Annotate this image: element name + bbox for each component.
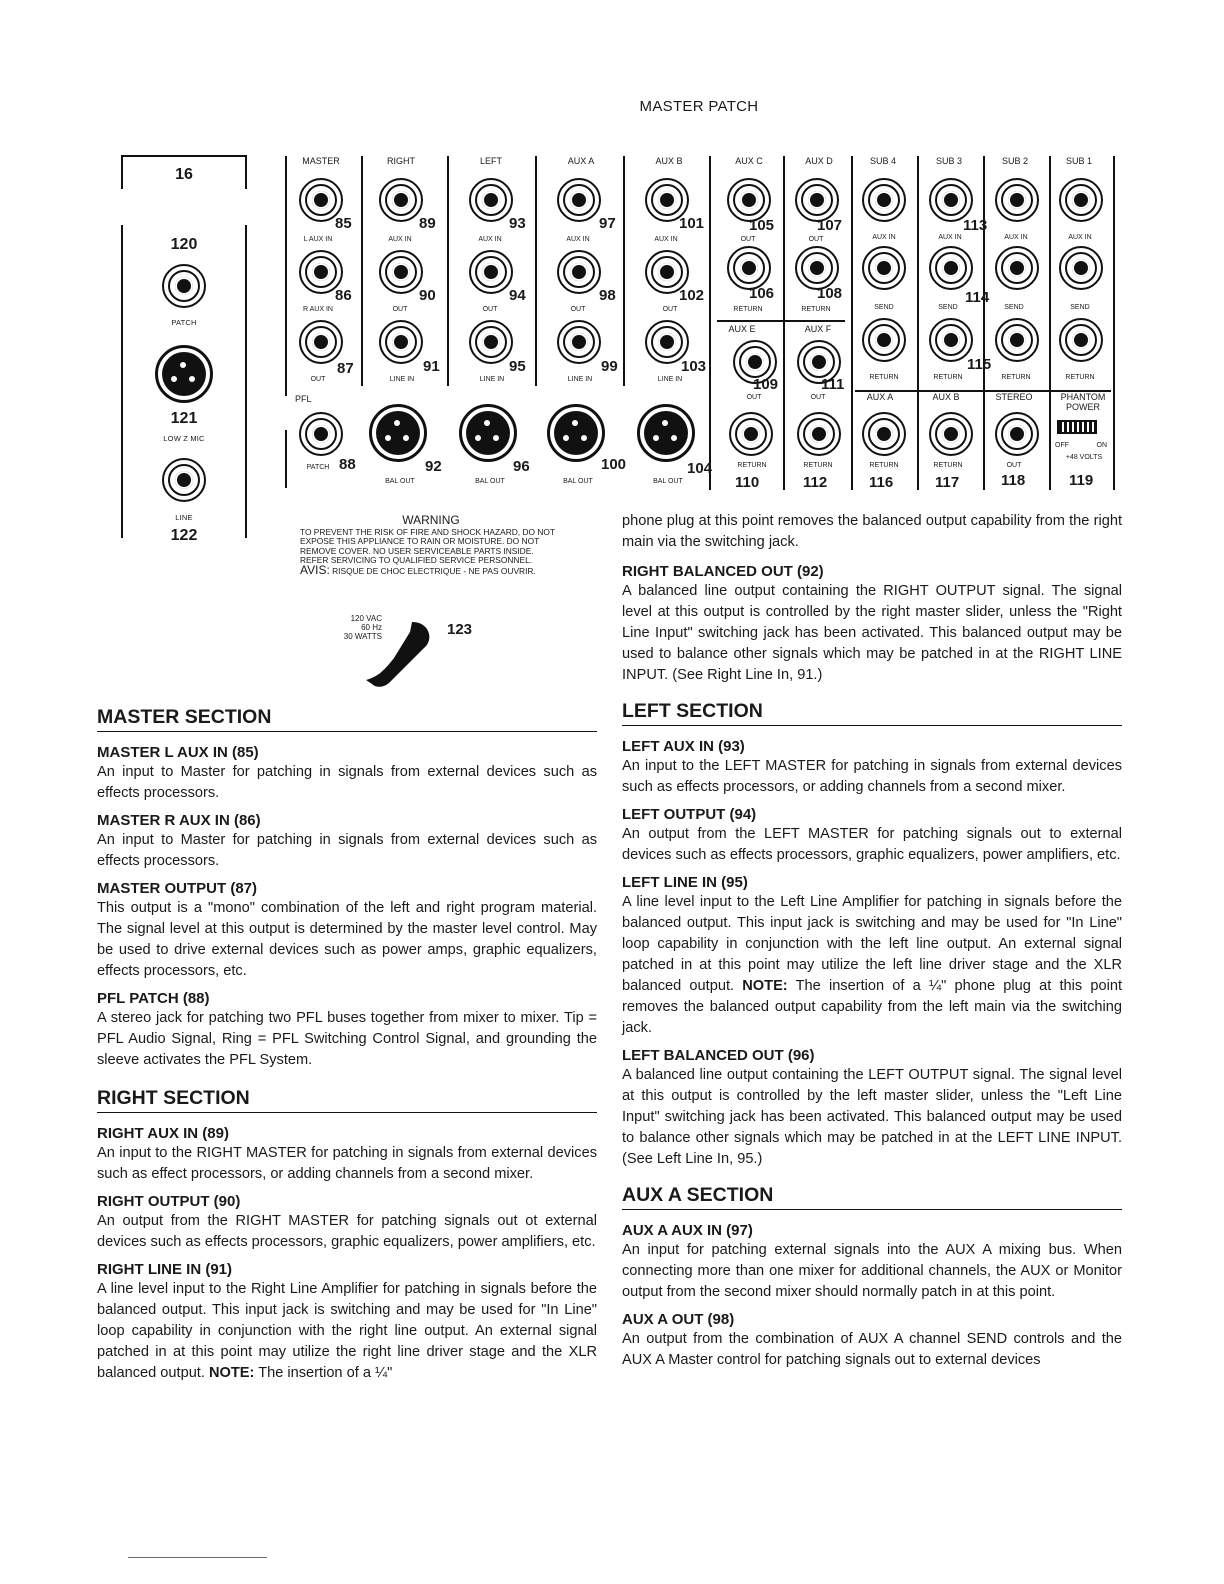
- jack-number-112: 112: [803, 474, 828, 491]
- line-jack-icon: [162, 458, 206, 502]
- jack-icon: [557, 178, 601, 222]
- jack-number-88: 88: [339, 456, 356, 473]
- jack-icon: [379, 250, 423, 294]
- jack-icon: [995, 178, 1039, 222]
- item-heading: MASTER OUTPUT (87): [97, 880, 258, 897]
- jack-number-96: 96: [513, 458, 530, 475]
- jack-number-107: 107: [817, 217, 843, 234]
- strip-number-16: 16: [175, 166, 193, 183]
- panel-divider: [851, 156, 853, 490]
- jack-icon: [1059, 318, 1103, 362]
- send-label: SEND: [1070, 304, 1090, 311]
- jack-number-86: 86: [335, 287, 352, 304]
- item-body: A balanced line output containing the LEFT OUTPUT signal. The signal level at this output is controlled by the left master slider, unless the "Left Line Input" switching jack has been activated. This balanced output may be used to balance other signals which may be patched in at the LEFT LINE INPUT. (See Left Line In, 95.): [622, 1067, 1122, 1167]
- power-cord-number: 123: [447, 621, 473, 638]
- return-label: RETURN: [737, 462, 767, 469]
- send-label: SEND: [1004, 304, 1024, 311]
- jack-icon: [557, 320, 601, 364]
- out-label: OUT: [740, 236, 756, 243]
- pfl-label: PFL: [295, 394, 312, 404]
- patch-label: PATCH: [171, 318, 197, 327]
- jack-number-108: 108: [817, 285, 843, 302]
- aux-e-label: AUX E: [728, 324, 756, 334]
- panel-divider: [709, 156, 711, 490]
- head-aux-c: AUX C: [735, 156, 763, 166]
- jack-icon: [1059, 246, 1103, 290]
- out-label: OUT: [662, 306, 678, 313]
- item-body: An output from the RIGHT MASTER for patching signals out ot external devices such as effects processors, graphic equalizers, power amplifiers, etc.: [97, 1213, 597, 1250]
- jack-number-114: 114: [965, 289, 990, 306]
- jack-icon: [727, 178, 771, 222]
- item-body: This output is a "mono" combination of the left and right program material. The signal level at this output is determined by the master level control. May be used to drive external devices such as power amps, graphic equalizers, effects processors, etc.: [97, 900, 597, 979]
- power-cord-icon: [360, 618, 440, 690]
- panel-divider: [983, 156, 985, 490]
- return-label: RETURN: [801, 306, 831, 313]
- item-heading: RIGHT BALANCED OUT (92): [622, 563, 824, 580]
- aux-in-label: AUX IN: [654, 236, 678, 243]
- on-label: ON: [1096, 442, 1107, 449]
- jack-number-95: 95: [509, 358, 526, 375]
- page-title: MASTER PATCH: [639, 98, 759, 115]
- jack-number-116: 116: [869, 474, 894, 491]
- panel-divider: [1049, 156, 1051, 490]
- head-sub-4: SUB 4: [869, 156, 896, 166]
- jack-number-111: 111: [821, 376, 845, 393]
- item-body: The insertion of a ¼" phone plug at this point removes the balanced output capability from the left main via the switching jack.: [622, 978, 1123, 1036]
- item-body: A line level input to the Left Line Amplifier for patching in signals before the balanced output. This input jack is switching and may be used for "In Line" loop capability in conjunction with the left line output. An external signal patched in at this point may utilize the left line driver stage and the XLR balanced output.: [622, 894, 1122, 994]
- volts-label: +48 VOLTS: [1065, 454, 1103, 461]
- out-label: OUT: [570, 306, 586, 313]
- item-heading: LEFT LINE IN (95): [622, 874, 748, 891]
- jack-number-106: 106: [749, 285, 775, 302]
- panel-divider: [447, 156, 449, 386]
- return-label: RETURN: [933, 462, 963, 469]
- item-body: An input to the RIGHT MASTER for patching in signals from external devices such as effect processors, or adding channels from a second mixer.: [97, 1145, 597, 1182]
- jack-icon: [299, 320, 343, 364]
- item-body: A line level input to the Right Line Amplifier for patching in signals before the balanced output. This input jack is switching and may be used for "In Line" loop capability in conjunction with the right line output. An external signal patched in at this point may utilize the right line driver stage and the XLR balanced output.: [97, 1281, 597, 1381]
- head-aux-a: AUX A: [567, 156, 595, 166]
- head-sub-3: SUB 3: [935, 156, 962, 166]
- head-sub-1: SUB 1: [1065, 156, 1092, 166]
- item-body: An input to the LEFT MASTER for patching in signals from external devices such as effects processors, or adding channels from a second mixer.: [622, 758, 1122, 795]
- jack-icon: [795, 178, 839, 222]
- jack-icon: [995, 318, 1039, 362]
- bal-out-label: BAL OUT: [475, 478, 505, 485]
- panel-divider: [1113, 156, 1115, 490]
- note-label: NOTE:: [742, 978, 788, 994]
- out-label: OUT: [808, 236, 824, 243]
- master-patch-panel: [285, 148, 1117, 498]
- jack-number-97: 97: [599, 215, 616, 232]
- avis-label: AVIS:: [300, 562, 330, 577]
- line-in-label: LINE IN: [479, 376, 505, 383]
- jack-icon: [379, 320, 423, 364]
- jack-number-101: 101: [679, 215, 705, 232]
- jack-icon: [379, 178, 423, 222]
- jack-icon: [862, 178, 906, 222]
- aux-b-label: AUX B: [932, 392, 960, 402]
- jack-icon: [797, 412, 841, 456]
- item-heading: PFL PATCH (88): [97, 990, 210, 1007]
- jack-icon: [1059, 178, 1103, 222]
- item-heading: MASTER L AUX IN (85): [97, 744, 259, 761]
- item-body: An input for patching external signals into the AUX A mixing bus. When connecting more than one mixer for additional channels, the AUX or Monitor output from the second mixer should normally patch in at this point.: [622, 1242, 1122, 1300]
- panel-divider: [783, 156, 785, 490]
- head-aux-d: AUX D: [805, 156, 833, 166]
- jack-icon: [727, 246, 771, 290]
- patch-label: PATCH: [306, 464, 330, 471]
- l-aux-in-label: L AUX IN: [303, 236, 333, 243]
- jack-number-87: 87: [337, 360, 354, 377]
- jack-number-110: 110: [735, 474, 760, 491]
- jack-number-92: 92: [425, 458, 442, 475]
- return-label: RETURN: [1065, 374, 1095, 381]
- bottom-rule: [128, 1557, 267, 1558]
- item-body: An output from the LEFT MASTER for patching signals out to external devices such as effects processors, graphic equalizers, power amplifiers, etc.: [622, 826, 1122, 863]
- jack-number-104: 104: [687, 460, 713, 477]
- item-body: A stereo jack for patching two PFL buses together from mixer to mixer. Tip = PFL Audio Signal, Ring = PFL Switching Control Signal, and grounding the sleeve activates the PFL System.: [97, 1010, 597, 1068]
- bal-out-label: BAL OUT: [563, 478, 593, 485]
- xlr-bal-out-icon: [547, 404, 605, 462]
- return-label: RETURN: [733, 306, 763, 313]
- jack-icon: [929, 246, 973, 290]
- note-label: NOTE:: [208, 1365, 255, 1381]
- strip-divider: [121, 225, 123, 538]
- jack-icon: [995, 412, 1039, 456]
- panel-divider: [285, 156, 287, 396]
- phantom-power-label: PHANTOM POWER: [1060, 392, 1106, 412]
- item-heading: LEFT BALANCED OUT (96): [622, 1047, 815, 1064]
- out-label: OUT: [392, 306, 408, 313]
- panel-divider: [361, 156, 363, 386]
- out-label: OUT: [482, 306, 498, 313]
- r-aux-in-label: R AUX IN: [303, 306, 333, 313]
- jack-number-99: 99: [601, 358, 618, 375]
- jack-number-89: 89: [419, 215, 436, 232]
- jack-number-113: 113: [963, 217, 988, 234]
- jack-number-90: 90: [419, 287, 436, 304]
- strip-number-120: 120: [170, 236, 198, 253]
- panel-rule: [717, 320, 845, 322]
- item-heading: MASTER R AUX IN (86): [97, 812, 261, 829]
- section-heading: LEFT SECTION: [622, 700, 1122, 726]
- avis-body: RISQUE DE CHOC ELECTRIQUE - NE PAS OUVRIR.: [332, 565, 536, 576]
- right-column: [622, 511, 1122, 1379]
- item-body: An input to Master for patching in signals from external devices such as effects processors.: [97, 764, 597, 801]
- item-heading: LEFT OUTPUT (94): [622, 806, 757, 823]
- line-in-label: LINE IN: [567, 376, 593, 383]
- power-voltage: 120 VAC: [350, 614, 382, 623]
- jack-number-98: 98: [599, 287, 616, 304]
- jack-number-119: 119: [1069, 472, 1094, 489]
- patch-jack-icon: [162, 264, 206, 308]
- jack-number-103: 103: [681, 358, 707, 375]
- off-label: OFF: [1055, 442, 1069, 449]
- head-right: RIGHT: [387, 156, 415, 166]
- item-heading: RIGHT OUTPUT (90): [97, 1193, 241, 1210]
- jack-number-118: 118: [1001, 472, 1026, 489]
- strip-number-122: 122: [170, 527, 198, 544]
- jack-icon: [862, 318, 906, 362]
- jack-number-117: 117: [935, 474, 960, 491]
- return-label: RETURN: [1001, 374, 1031, 381]
- xlr-bal-out-icon: [369, 404, 427, 462]
- line-in-label: LINE IN: [657, 376, 683, 383]
- jack-number-94: 94: [509, 287, 526, 304]
- jack-number-105: 105: [749, 217, 775, 234]
- aux-in-label: AUX IN: [872, 234, 896, 241]
- warning-body: TO PREVENT THE RISK OF FIRE AND SHOCK HAZARD, DO NOT EXPOSE THIS APPLIANCE TO RAIN OR MOISTURE. DO NOT REMOVE COVER. NO USER SERVICEABLE PARTS INSIDE. REFER SERVICING TO QUALIFIED SERVICE PERSONNEL.: [300, 526, 555, 565]
- section-heading: RIGHT SECTION: [97, 1087, 597, 1113]
- panel-divider: [285, 430, 287, 488]
- strip-divider: [245, 225, 247, 538]
- panel-divider: [535, 156, 537, 386]
- send-label: SEND: [874, 304, 894, 311]
- warning-label: [300, 513, 562, 577]
- return-label: RETURN: [869, 374, 899, 381]
- low-z-mic-label: LOW Z MIC: [163, 434, 205, 443]
- phantom-power-switch[interactable]: [1057, 420, 1097, 434]
- jack-number-102: 102: [679, 287, 705, 304]
- warning-title: WARNING: [402, 513, 460, 527]
- return-label: RETURN: [933, 374, 963, 381]
- jack-number-100: 100: [601, 456, 627, 473]
- jack-icon: [995, 246, 1039, 290]
- item-heading: LEFT AUX IN (93): [622, 738, 745, 755]
- out-label: OUT: [310, 376, 326, 383]
- continuation-text: phone plug at this point removes the balanced output capability from the right main via the switching jack.: [622, 513, 1122, 550]
- head-aux-b: AUX B: [655, 156, 683, 166]
- return-label: RETURN: [803, 462, 833, 469]
- aux-in-label: AUX IN: [566, 236, 590, 243]
- xlr-mic-input-icon: [155, 345, 213, 403]
- strip-top-line: [121, 155, 247, 157]
- panel-divider: [917, 156, 919, 490]
- jack-icon: [862, 412, 906, 456]
- item-body: A balanced line output containing the RIGHT OUTPUT signal. The signal level at this output is controlled by the right master slider, unless the "Right Line Input" switching jack has been activated. This balanced output may be used to balance other signals which may be patched in at the RIGHT LINE INPUT. (See Right Line In, 91.): [622, 583, 1122, 683]
- pfl-patch-jack-icon: [299, 412, 343, 456]
- send-label: SEND: [938, 304, 958, 311]
- aux-f-label: AUX F: [804, 324, 832, 334]
- item-body: The insertion of a ¼": [258, 1365, 393, 1381]
- head-sub-2: SUB 2: [1001, 156, 1028, 166]
- power-watts: 30 WATTS: [343, 632, 382, 641]
- line-label: LINE: [175, 513, 193, 522]
- jack-icon: [469, 250, 513, 294]
- section-heading: MASTER SECTION: [97, 706, 597, 732]
- item-heading: RIGHT LINE IN (91): [97, 1261, 233, 1278]
- item-heading: RIGHT AUX IN (89): [97, 1125, 229, 1142]
- jack-number-91: 91: [423, 358, 440, 375]
- jack-icon: [469, 178, 513, 222]
- jack-icon: [729, 412, 773, 456]
- jack-number-109: 109: [753, 376, 779, 393]
- out-label: OUT: [1006, 462, 1022, 469]
- out-label: OUT: [810, 394, 826, 401]
- panel-divider: [623, 156, 625, 386]
- strip-number-121: 121: [170, 410, 198, 427]
- jack-icon: [469, 320, 513, 364]
- jack-icon: [862, 246, 906, 290]
- jack-icon: [557, 250, 601, 294]
- item-heading: AUX A OUT (98): [622, 1311, 735, 1328]
- head-left: LEFT: [479, 156, 502, 166]
- head-master: MASTER: [302, 156, 340, 166]
- jack-icon: [795, 246, 839, 290]
- item-body: An input to Master for patching in signals from external devices such as effects processors.: [97, 832, 597, 869]
- return-label: RETURN: [869, 462, 899, 469]
- item-body: An output from the combination of AUX A channel SEND controls and the AUX A Master control for patching signals out to external devices: [622, 1331, 1122, 1368]
- item-heading: AUX A AUX IN (97): [622, 1222, 753, 1239]
- jack-icon: [929, 412, 973, 456]
- jack-number-85: 85: [335, 215, 352, 232]
- jack-number-115: 115: [967, 356, 992, 373]
- left-column: [97, 706, 597, 1392]
- power-frequency: 60 Hz: [361, 623, 382, 632]
- line-in-label: LINE IN: [389, 376, 415, 383]
- out-label: OUT: [746, 394, 762, 401]
- aux-in-label: AUX IN: [1068, 234, 1092, 241]
- aux-in-label: AUX IN: [478, 236, 502, 243]
- aux-in-label: AUX IN: [1004, 234, 1028, 241]
- aux-in-label: AUX IN: [938, 234, 962, 241]
- bal-out-label: BAL OUT: [653, 478, 683, 485]
- xlr-bal-out-icon: [459, 404, 517, 462]
- aux-a-label: AUX A: [866, 392, 894, 402]
- jack-number-93: 93: [509, 215, 526, 232]
- stereo-label: STEREO: [995, 392, 1033, 402]
- aux-in-label: AUX IN: [388, 236, 412, 243]
- bal-out-label: BAL OUT: [385, 478, 415, 485]
- section-heading: AUX A SECTION: [622, 1184, 1122, 1210]
- jack-icon: [929, 178, 973, 222]
- xlr-bal-out-icon: [637, 404, 695, 462]
